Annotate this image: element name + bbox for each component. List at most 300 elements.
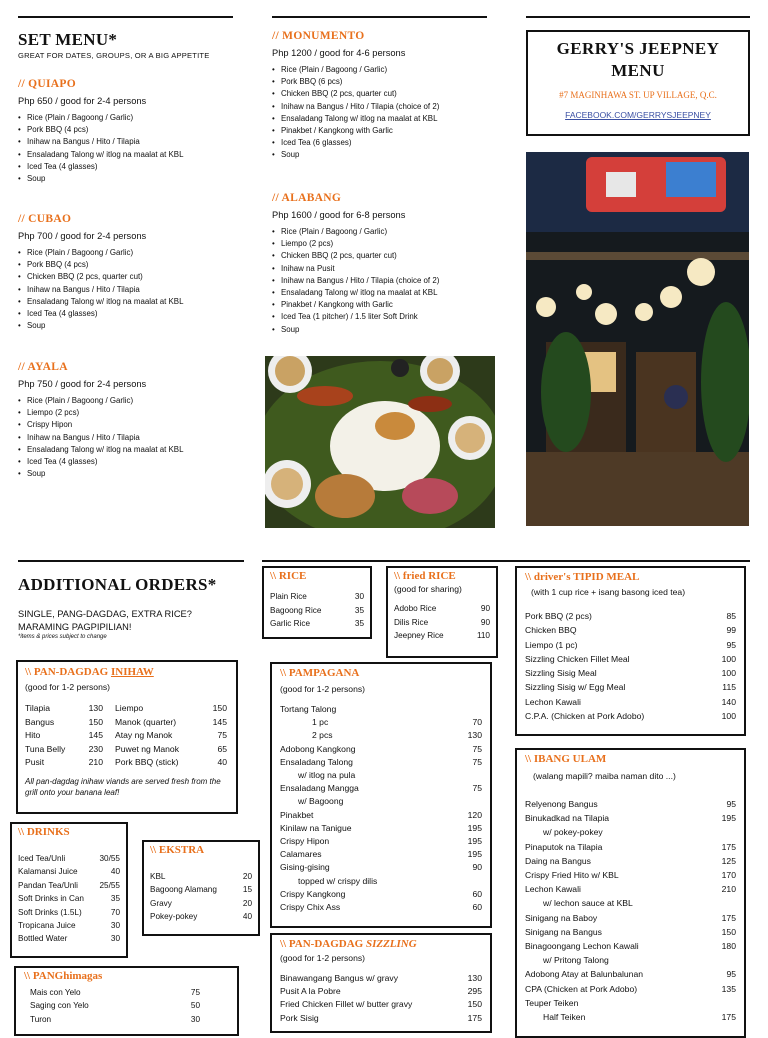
list-item: • Ensaladang Talong w/ itlog na maalat at KBL bbox=[272, 113, 512, 125]
menu-item-row bbox=[280, 848, 482, 861]
item-price: 90 bbox=[480, 604, 490, 613]
item-price: 115 bbox=[722, 682, 736, 693]
item-price: 150 bbox=[212, 703, 227, 713]
item-price: 95 bbox=[726, 639, 736, 650]
item-price: 35 bbox=[354, 605, 364, 615]
list-item: • Iced Tea (6 glasses) bbox=[272, 137, 512, 149]
item-price: 75 bbox=[217, 730, 227, 741]
item-price: 150 bbox=[88, 716, 103, 727]
menu-item-row bbox=[115, 729, 227, 743]
item-name: Ensaladang Mangga bbox=[280, 783, 359, 794]
item-name: Sizzling Sisig Meal bbox=[525, 668, 597, 679]
menu-item-row bbox=[280, 782, 482, 795]
item-price bbox=[422, 875, 482, 888]
menu-item-row bbox=[18, 892, 120, 905]
inihaw-note: (good for 1-2 persons) bbox=[25, 682, 111, 692]
menu-item-row bbox=[150, 883, 252, 896]
item-name: Puwet ng Manok bbox=[115, 743, 180, 754]
set-quiapo bbox=[18, 78, 258, 185]
list-item: • Soup bbox=[18, 468, 258, 480]
item-name: Bagoong Rice bbox=[270, 605, 322, 615]
item-name: Bottled Water bbox=[18, 934, 68, 944]
menu-item-row bbox=[394, 629, 490, 643]
item-name: Adobo Rice bbox=[394, 604, 437, 613]
item-price: 130 bbox=[88, 703, 103, 713]
item-price: 35 bbox=[354, 619, 364, 628]
menu-item-row bbox=[525, 666, 736, 680]
item-name: Iced Tea/Unli bbox=[18, 854, 66, 863]
ulam-heading: \\ IBANG ULAM bbox=[525, 753, 607, 765]
sizzling-list bbox=[280, 972, 482, 1025]
facebook-link[interactable]: FACEBOOK.COM/GERRYSJEEPNEY bbox=[565, 110, 711, 120]
food-photo bbox=[265, 356, 495, 528]
menu-item-row bbox=[25, 743, 103, 757]
menu-item-row bbox=[18, 919, 120, 932]
item-name: Atay ng Manok bbox=[115, 730, 173, 741]
item-price: 90 bbox=[480, 617, 490, 627]
item-name: Sizzling Sisig w/ Egg Meal bbox=[525, 682, 626, 693]
brand-title-menu: MENU bbox=[611, 61, 665, 80]
menu-item-row bbox=[394, 616, 490, 630]
menu-item-row bbox=[525, 652, 736, 666]
item-price: 100 bbox=[721, 711, 736, 722]
set-items bbox=[18, 112, 258, 185]
sizzling-heading: \\ PAN-DAGDAG SIZZLING bbox=[280, 938, 417, 950]
item-name: topped w/ crispy dilis bbox=[298, 875, 378, 886]
item-price: 40 bbox=[242, 912, 252, 922]
item-price: 175 bbox=[721, 841, 736, 852]
list-item: • Rice (Plain / Bagoong / Garlic) bbox=[18, 112, 258, 124]
menu-item-row bbox=[525, 638, 736, 652]
menu-item-row bbox=[115, 702, 227, 716]
set-monumento bbox=[272, 30, 512, 162]
item-name: Chicken BBQ bbox=[525, 625, 577, 636]
item-name: Crispy Hipon bbox=[280, 836, 330, 847]
item-name: Half Teiken bbox=[543, 1012, 586, 1023]
item-name: Adobong Atay at Balunbalunan bbox=[525, 969, 644, 980]
list-item: • Chicken BBQ (2 pcs, quarter cut) bbox=[272, 250, 512, 262]
item-name: Soft Drinks (1.5L) bbox=[18, 907, 82, 917]
item-price: 99 bbox=[726, 625, 736, 636]
panghimagas-box bbox=[14, 966, 239, 1036]
list-item: • Pinakbet / Kangkong with Garlic bbox=[272, 299, 512, 311]
drinks-box bbox=[10, 822, 128, 958]
tipid-note: (with 1 cup rice + isang basong iced tea) bbox=[531, 587, 686, 597]
item-name: Kinilaw na Tanigue bbox=[280, 822, 352, 833]
menu-item-row bbox=[280, 888, 482, 901]
item-name: Binawangang Bangus w/ gravy bbox=[280, 973, 399, 983]
list-item: • Pork BBQ (4 pcs) bbox=[18, 259, 258, 271]
item-price bbox=[422, 795, 482, 808]
item-name: Mais con Yelo bbox=[30, 988, 81, 997]
item-name: Sinigang na Bangus bbox=[525, 926, 602, 937]
ulam-note: (walang mapili? maiba naman dito ...) bbox=[533, 771, 676, 781]
menu-item-row bbox=[525, 609, 736, 623]
item-price: 30 bbox=[110, 921, 120, 931]
set-items bbox=[272, 64, 512, 162]
item-name: Dilis Rice bbox=[394, 617, 429, 627]
item-name: Pork Sisig bbox=[280, 1012, 319, 1023]
menu-item-row bbox=[280, 729, 482, 742]
list-item: • Inihaw na Bangus / Hito / Tilapia (choice of 2) bbox=[272, 275, 512, 287]
item-price: 175 bbox=[721, 1012, 736, 1023]
sizzling-box bbox=[270, 933, 492, 1033]
menu-item-row bbox=[25, 702, 103, 716]
item-name: Calamares bbox=[280, 849, 322, 860]
menu-item-row bbox=[115, 716, 227, 730]
menu-item-row bbox=[270, 590, 364, 604]
tipid-list bbox=[525, 609, 736, 723]
menu-item-row bbox=[525, 996, 736, 1010]
list-item: • Liempo (2 pcs) bbox=[272, 238, 512, 250]
item-price: 125 bbox=[721, 855, 736, 866]
list-item: • Soup bbox=[272, 324, 512, 336]
menu-item-row bbox=[280, 809, 482, 822]
additional-title: ADDITIONAL ORDERS* bbox=[18, 575, 217, 594]
list-item: • Iced Tea (4 glasses) bbox=[18, 456, 258, 468]
set-name: // AYALA bbox=[18, 361, 68, 373]
rice-heading: \\ RICE bbox=[270, 570, 307, 582]
item-name: Pusit bbox=[25, 757, 45, 768]
menu-item-row bbox=[525, 925, 736, 939]
item-price: 130 bbox=[467, 973, 482, 983]
item-price: 50 bbox=[190, 1001, 200, 1011]
item-name: w/ Pritong Talong bbox=[543, 955, 609, 966]
list-item: • Rice (Plain / Bagoong / Garlic) bbox=[272, 226, 512, 238]
brand-box bbox=[526, 30, 750, 136]
menu-item-row bbox=[525, 868, 736, 882]
item-price: 175 bbox=[721, 912, 736, 923]
item-name: Gravy bbox=[150, 898, 172, 908]
rice-box bbox=[262, 566, 372, 639]
menu-item-row bbox=[525, 811, 736, 825]
item-name: Pinakbet bbox=[280, 809, 314, 820]
ulam-list bbox=[525, 797, 736, 1024]
item-price: 40 bbox=[217, 757, 227, 768]
menu-item-row bbox=[525, 825, 736, 839]
panghimagas-heading: \\ PANGhimagas bbox=[24, 970, 103, 982]
item-price: 30/55 bbox=[99, 854, 120, 863]
item-price: 70 bbox=[472, 717, 482, 728]
menu-item-row bbox=[18, 932, 120, 945]
menu-item-row bbox=[280, 769, 482, 782]
item-name: Crispy Kangkong bbox=[280, 888, 346, 899]
list-item: • Pork BBQ (4 pcs) bbox=[18, 124, 258, 136]
item-price: 35 bbox=[110, 894, 120, 904]
item-name: Hito bbox=[25, 730, 41, 741]
menu-item-row bbox=[270, 604, 364, 618]
set-cubao bbox=[18, 213, 258, 332]
item-price: 175 bbox=[467, 1012, 482, 1023]
list-item: • Inihaw na Bangus / Hito / Tilapia (choice of 2) bbox=[272, 101, 512, 113]
inihaw-heading: \\ PAN-DAGDAG INIHAW bbox=[25, 666, 154, 678]
menu-item-row bbox=[30, 1013, 200, 1026]
menu-item-row bbox=[525, 1010, 736, 1024]
menu-item-row bbox=[525, 854, 736, 868]
menu-item-row bbox=[280, 901, 482, 914]
item-name: Liempo (1 pc) bbox=[525, 639, 578, 650]
menu-item-row bbox=[150, 897, 252, 910]
item-name: Soft Drinks in Can bbox=[18, 894, 84, 904]
tipid-meal-box bbox=[515, 566, 746, 736]
divider bbox=[262, 560, 750, 562]
set-price: Php 1600 / good for 6-8 persons bbox=[272, 210, 406, 220]
item-price: 30 bbox=[110, 934, 120, 944]
item-price: 90 bbox=[472, 862, 482, 873]
item-price: 95 bbox=[726, 969, 736, 980]
item-price bbox=[696, 996, 736, 1010]
item-name: Teuper Teiken bbox=[525, 997, 579, 1008]
set-ayala bbox=[18, 361, 258, 480]
menu-item-row bbox=[525, 982, 736, 996]
item-name: Pork BBQ (stick) bbox=[115, 757, 179, 768]
item-price: 120 bbox=[467, 809, 482, 820]
set-items bbox=[272, 226, 512, 336]
list-item: • Chicken BBQ (2 pcs, quarter cut) bbox=[18, 271, 258, 283]
item-name: Daing na Bangus bbox=[525, 855, 591, 866]
item-price bbox=[422, 769, 482, 782]
list-item: • Crispy Hipon bbox=[18, 419, 258, 431]
tipid-heading: \\ driver's TIPID MEAL bbox=[525, 571, 640, 583]
item-name: Relyenong Bangus bbox=[525, 799, 598, 809]
list-item: • Ensaladang Talong w/ itlog na maalat at KBL bbox=[18, 296, 258, 308]
list-item: • Iced Tea (1 pitcher) / 1.5 liter Soft Drink bbox=[272, 311, 512, 323]
item-price: 130 bbox=[467, 730, 482, 741]
set-menu-title: SET MENU* bbox=[18, 30, 118, 49]
item-name: Garlic Rice bbox=[270, 619, 311, 628]
inihaw-right-list bbox=[115, 702, 227, 770]
menu-item-row bbox=[280, 716, 482, 729]
item-price: 210 bbox=[88, 757, 103, 768]
menu-item-row bbox=[280, 835, 482, 848]
item-price: 75 bbox=[472, 756, 482, 767]
menu-item-row bbox=[525, 840, 736, 854]
menu-item-row bbox=[150, 910, 252, 923]
item-price: 75 bbox=[472, 783, 482, 794]
menu-item-row bbox=[525, 623, 736, 637]
set-name: // ALABANG bbox=[272, 192, 342, 204]
inihaw-footnote: All pan-dagdag inihaw viands are served fresh from the grill onto your banana leaf! bbox=[25, 776, 221, 797]
list-item: • Inihaw na Pusit bbox=[272, 263, 512, 275]
menu-item-row bbox=[25, 729, 103, 743]
pampagana-heading: \\ PAMPAGANA bbox=[280, 667, 360, 679]
item-price: 195 bbox=[721, 813, 736, 824]
list-item: • Rice (Plain / Bagoong / Garlic) bbox=[18, 247, 258, 259]
fried-rice-note: (good for sharing) bbox=[394, 584, 462, 594]
item-name: Bagoong Alamang bbox=[150, 885, 217, 895]
item-price: 15 bbox=[242, 885, 252, 895]
item-price: 95 bbox=[726, 799, 736, 809]
item-name: w/ itlog na pula bbox=[298, 770, 356, 781]
item-name: Pusit A la Pobre bbox=[280, 986, 341, 997]
set-name: // MONUMENTO bbox=[272, 30, 365, 42]
list-item: • Chicken BBQ (2 pcs, quarter cut) bbox=[272, 88, 512, 100]
item-price: 145 bbox=[88, 730, 103, 741]
item-name: Ensaladang Talong bbox=[280, 756, 353, 767]
ekstra-list bbox=[150, 870, 252, 924]
item-price: 70 bbox=[110, 907, 120, 917]
set-name: // CUBAO bbox=[18, 213, 72, 225]
item-name: Tropicana Juice bbox=[18, 921, 76, 931]
list-item: • Rice (Plain / Bagoong / Garlic) bbox=[18, 395, 258, 407]
ekstra-box bbox=[142, 840, 260, 936]
item-price: 30 bbox=[190, 1014, 200, 1024]
menu-item-row bbox=[525, 911, 736, 925]
menu-item-row bbox=[115, 743, 227, 757]
item-name: Jeepney Rice bbox=[394, 631, 444, 640]
item-name: Sinigang na Baboy bbox=[525, 912, 598, 923]
menu-item-row bbox=[18, 906, 120, 919]
item-name: Crispy Fried Hito w/ KBL bbox=[525, 870, 619, 881]
item-name: Pork BBQ (2 pcs) bbox=[525, 611, 592, 621]
set-name: // QUIAPO bbox=[18, 78, 76, 90]
item-name: Pokey-pokey bbox=[150, 912, 198, 922]
list-item: • Ensaladang Talong w/ itlog na maalat at KBL bbox=[18, 149, 258, 161]
pampagana-list bbox=[280, 703, 482, 914]
fried-rice-box bbox=[386, 566, 498, 658]
menu-item-row bbox=[525, 939, 736, 953]
item-name: Bangus bbox=[25, 716, 55, 727]
divider bbox=[272, 16, 487, 18]
menu-item-row bbox=[18, 865, 120, 878]
menu-item-row bbox=[394, 602, 490, 616]
drinks-heading: \\ DRINKS bbox=[18, 826, 70, 838]
item-name: Adobong Kangkong bbox=[280, 743, 356, 754]
menu-item-row bbox=[280, 972, 482, 985]
list-item: • Ensaladang Talong w/ itlog na maalat at KBL bbox=[272, 287, 512, 299]
item-price: 230 bbox=[88, 743, 103, 754]
item-name: Binagoongang Lechon Kawali bbox=[525, 941, 639, 952]
pampagana-box bbox=[270, 662, 492, 928]
pampagana-note: (good for 1-2 persons) bbox=[280, 684, 366, 694]
item-price: 20 bbox=[242, 898, 252, 908]
price-note: *items & prices subject to change bbox=[18, 634, 107, 640]
item-price: 25/55 bbox=[99, 880, 120, 890]
sizzling-note: (good for 1-2 persons) bbox=[280, 953, 366, 963]
additional-line2: MARAMING PAGPIPILIAN! bbox=[18, 622, 132, 632]
set-price: Php 700 / good for 2-4 persons bbox=[18, 231, 147, 241]
item-name: Crispy Chix Ass bbox=[280, 902, 341, 913]
item-price bbox=[696, 953, 736, 967]
list-item: • Liempo (2 pcs) bbox=[18, 407, 258, 419]
list-item: • Pork BBQ (6 pcs) bbox=[272, 76, 512, 88]
menu-item-row bbox=[115, 756, 227, 770]
set-menu-subtitle: GREAT FOR DATES, GROUPS, OR A BIG APPETITE bbox=[18, 51, 210, 60]
menu-item-row bbox=[280, 1012, 482, 1025]
item-price bbox=[696, 896, 736, 910]
panghimagas-list bbox=[24, 986, 200, 1026]
brand-address: #7 MAGINHAWA ST. UP VILLAGE, Q.C. bbox=[559, 90, 717, 100]
item-name: C.P.A. (Chicken at Pork Adobo) bbox=[525, 711, 645, 722]
item-price: 60 bbox=[472, 888, 482, 899]
menu-item-row bbox=[525, 797, 736, 811]
item-price: 170 bbox=[721, 870, 736, 881]
item-name: CPA (Chicken at Pork Adobo) bbox=[525, 983, 638, 994]
inihaw-box bbox=[16, 660, 238, 814]
menu-item-row bbox=[30, 999, 200, 1012]
menu-item-row bbox=[280, 795, 482, 808]
item-price: 195 bbox=[467, 836, 482, 847]
ekstra-heading: \\ EKSTRA bbox=[150, 844, 205, 856]
menu-item-row bbox=[525, 709, 736, 723]
item-name: Turon bbox=[30, 1014, 52, 1024]
item-name: 1 pc bbox=[312, 717, 329, 728]
menu-item-row bbox=[18, 852, 120, 865]
item-name: Liempo bbox=[115, 703, 144, 713]
set-items bbox=[18, 395, 258, 480]
menu-item-row bbox=[25, 716, 103, 730]
item-name: Saging con Yelo bbox=[30, 1001, 89, 1011]
item-price: 180 bbox=[721, 941, 736, 952]
list-item: • Inihaw na Bangus / Hito / Tilapia bbox=[18, 136, 258, 148]
set-price: Php 750 / good for 2-4 persons bbox=[18, 379, 147, 389]
item-price: 210 bbox=[721, 884, 736, 895]
item-name: Gising-gising bbox=[280, 862, 330, 873]
additional-line1: SINGLE, PANG-DAGDAG, EXTRA RICE? bbox=[18, 609, 192, 619]
additional-header bbox=[18, 575, 253, 640]
list-item: • Soup bbox=[272, 149, 512, 161]
item-name: Fried Chicken Fillet w/ butter gravy bbox=[280, 999, 413, 1010]
menu-item-row bbox=[280, 743, 482, 756]
list-item: • Ensaladang Talong w/ itlog na maalat at KBL bbox=[18, 444, 258, 456]
menu-item-row bbox=[30, 986, 200, 999]
divider bbox=[526, 16, 750, 18]
item-name: w/ Bagoong bbox=[298, 796, 344, 807]
set-price: Php 1200 / good for 4-6 persons bbox=[272, 48, 406, 58]
item-price: 65 bbox=[217, 743, 227, 754]
menu-item-row bbox=[525, 896, 736, 910]
item-price: 100 bbox=[721, 653, 736, 664]
item-name: Pandan Tea/Unli bbox=[18, 880, 78, 890]
menu-item-row bbox=[280, 861, 482, 874]
brand-title: GERRY'S JEEPNEY bbox=[556, 39, 720, 58]
item-price: 135 bbox=[721, 983, 736, 994]
item-price: 110 bbox=[476, 631, 490, 640]
list-item: • Pinakbet / Kangkong with Garlic bbox=[272, 125, 512, 137]
menu-item-row bbox=[18, 879, 120, 892]
item-name: Sizzling Chicken Fillet Meal bbox=[525, 653, 630, 664]
list-item: • Iced Tea (4 glasses) bbox=[18, 161, 258, 173]
item-name: Lechon Kawali bbox=[525, 884, 581, 895]
item-price: 295 bbox=[467, 986, 482, 997]
item-price: 140 bbox=[721, 696, 736, 707]
set-items bbox=[18, 247, 258, 332]
item-price: 60 bbox=[472, 902, 482, 913]
item-price: 195 bbox=[467, 849, 482, 860]
menu-item-row bbox=[280, 756, 482, 769]
list-item: • Iced Tea (4 glasses) bbox=[18, 308, 258, 320]
menu-item-row bbox=[525, 680, 736, 694]
drinks-list bbox=[18, 852, 120, 946]
item-price: 150 bbox=[721, 926, 736, 937]
item-price bbox=[422, 703, 482, 716]
menu-item-row bbox=[270, 617, 364, 631]
menu-item-row bbox=[525, 967, 736, 981]
restaurant-photo bbox=[526, 152, 749, 526]
menu-item-row bbox=[525, 882, 736, 896]
item-name: Manok (quarter) bbox=[115, 716, 177, 727]
item-name: w/ pokey-pokey bbox=[543, 827, 603, 838]
fried-rice-heading: \\ fried RICE bbox=[394, 570, 456, 582]
menu-item-row bbox=[280, 822, 482, 835]
set-menu-header bbox=[18, 30, 248, 60]
set-price: Php 650 / good for 2-4 persons bbox=[18, 96, 147, 106]
item-name: Lechon Kawali bbox=[525, 696, 581, 707]
list-item: • Rice (Plain / Bagoong / Garlic) bbox=[272, 64, 512, 76]
item-name: Binukadkad na Tilapia bbox=[525, 813, 610, 824]
list-item: • Inihaw na Bangus / Hito / Tilapia bbox=[18, 284, 258, 296]
set-alabang bbox=[272, 192, 512, 336]
